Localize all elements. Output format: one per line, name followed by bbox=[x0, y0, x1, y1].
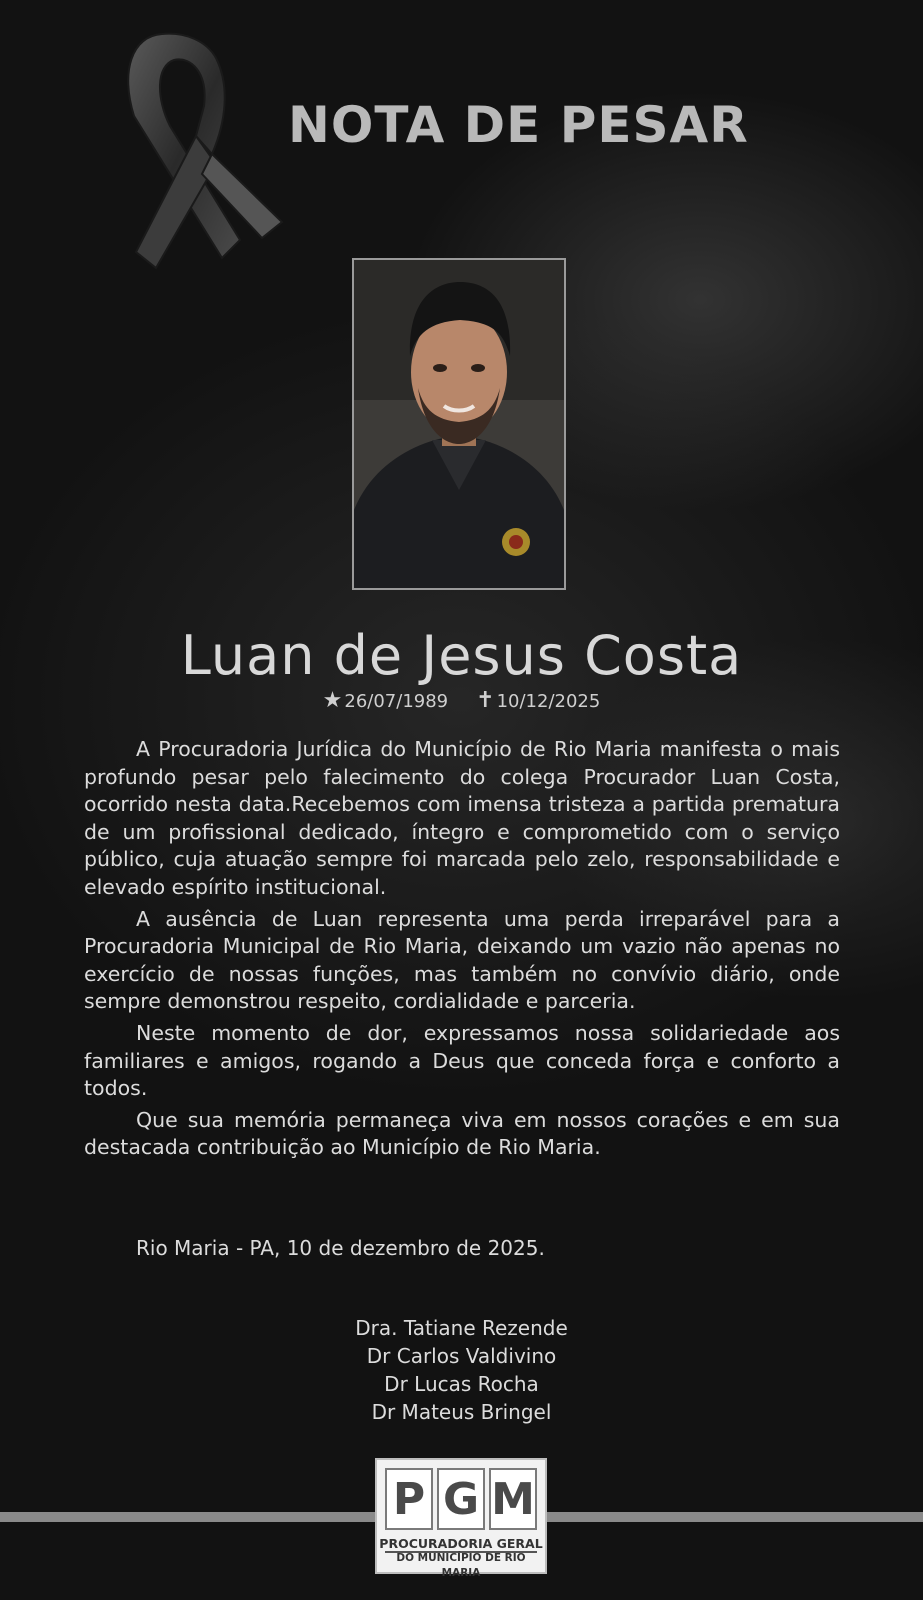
place-and-date: Rio Maria - PA, 10 de dezembro de 2025. bbox=[136, 1236, 545, 1260]
signer-name: Dr Mateus Bringel bbox=[371, 1400, 552, 1424]
logo-letter: M bbox=[489, 1468, 537, 1530]
body-paragraph: A ausência de Luan representa uma perda irreparável para a Procuradoria Municipal de Rio Maria, deixando um vazio não apenas no exercício de nossas funções, mas também no convívio diário, onde sempre demonstrou respeito, cordialidade e parceria. bbox=[84, 906, 840, 1014]
logo-letter: G bbox=[437, 1468, 485, 1530]
logo-line-2: DO MUNICÍPIO DE RIO MARIA bbox=[396, 1552, 526, 1579]
life-dates bbox=[0, 688, 923, 713]
pgm-logo bbox=[375, 1458, 547, 1579]
deceased-name: Luan de Jesus Costa bbox=[180, 624, 743, 687]
signers-list bbox=[0, 1314, 923, 1426]
body-paragraph: Que sua memória permaneça viva em nossos corações e em sua destacada contribuição ao Município de Rio Maria. bbox=[84, 1107, 840, 1160]
signer-name: Dr Carlos Valdivino bbox=[366, 1344, 557, 1368]
birth-date: 26/07/1989 bbox=[344, 691, 449, 712]
logo-line-1: PROCURADORIA GERAL bbox=[379, 1536, 543, 1551]
page-title: NOTA DE PESAR bbox=[288, 96, 749, 154]
body-paragraph: A Procuradoria Jurídica do Município de Rio Maria manifesta o mais profundo pesar pelo falecimento do colega Procurador Luan Costa, ocorrido nesta data.Recebemos com imensa tristeza a partida prematura de um profissional dedicado, íntegro e comprometido com o serviço público, cuja atuação sempre foi marcada pelo zelo, responsabilidade e elevado espírito institucional. bbox=[84, 737, 840, 899]
portrait-photo bbox=[352, 258, 566, 590]
star-icon: ★ bbox=[322, 688, 343, 713]
logo-caption bbox=[377, 1536, 545, 1581]
notice-body bbox=[84, 736, 840, 1166]
logo-letter: P bbox=[385, 1468, 433, 1530]
signer-name: Dra. Tatiane Rezende bbox=[355, 1316, 568, 1340]
cross-icon: ✝ bbox=[476, 688, 495, 713]
death-date: 10/12/2025 bbox=[496, 691, 601, 712]
body-paragraph: Neste momento de dor, expressamos nossa solidariedade aos familiares e amigos, rogando a Deus que conceda força e conforto a todos. bbox=[84, 1020, 840, 1101]
mourning-ribbon-icon bbox=[112, 26, 292, 276]
signer-name: Dr Lucas Rocha bbox=[384, 1372, 539, 1396]
